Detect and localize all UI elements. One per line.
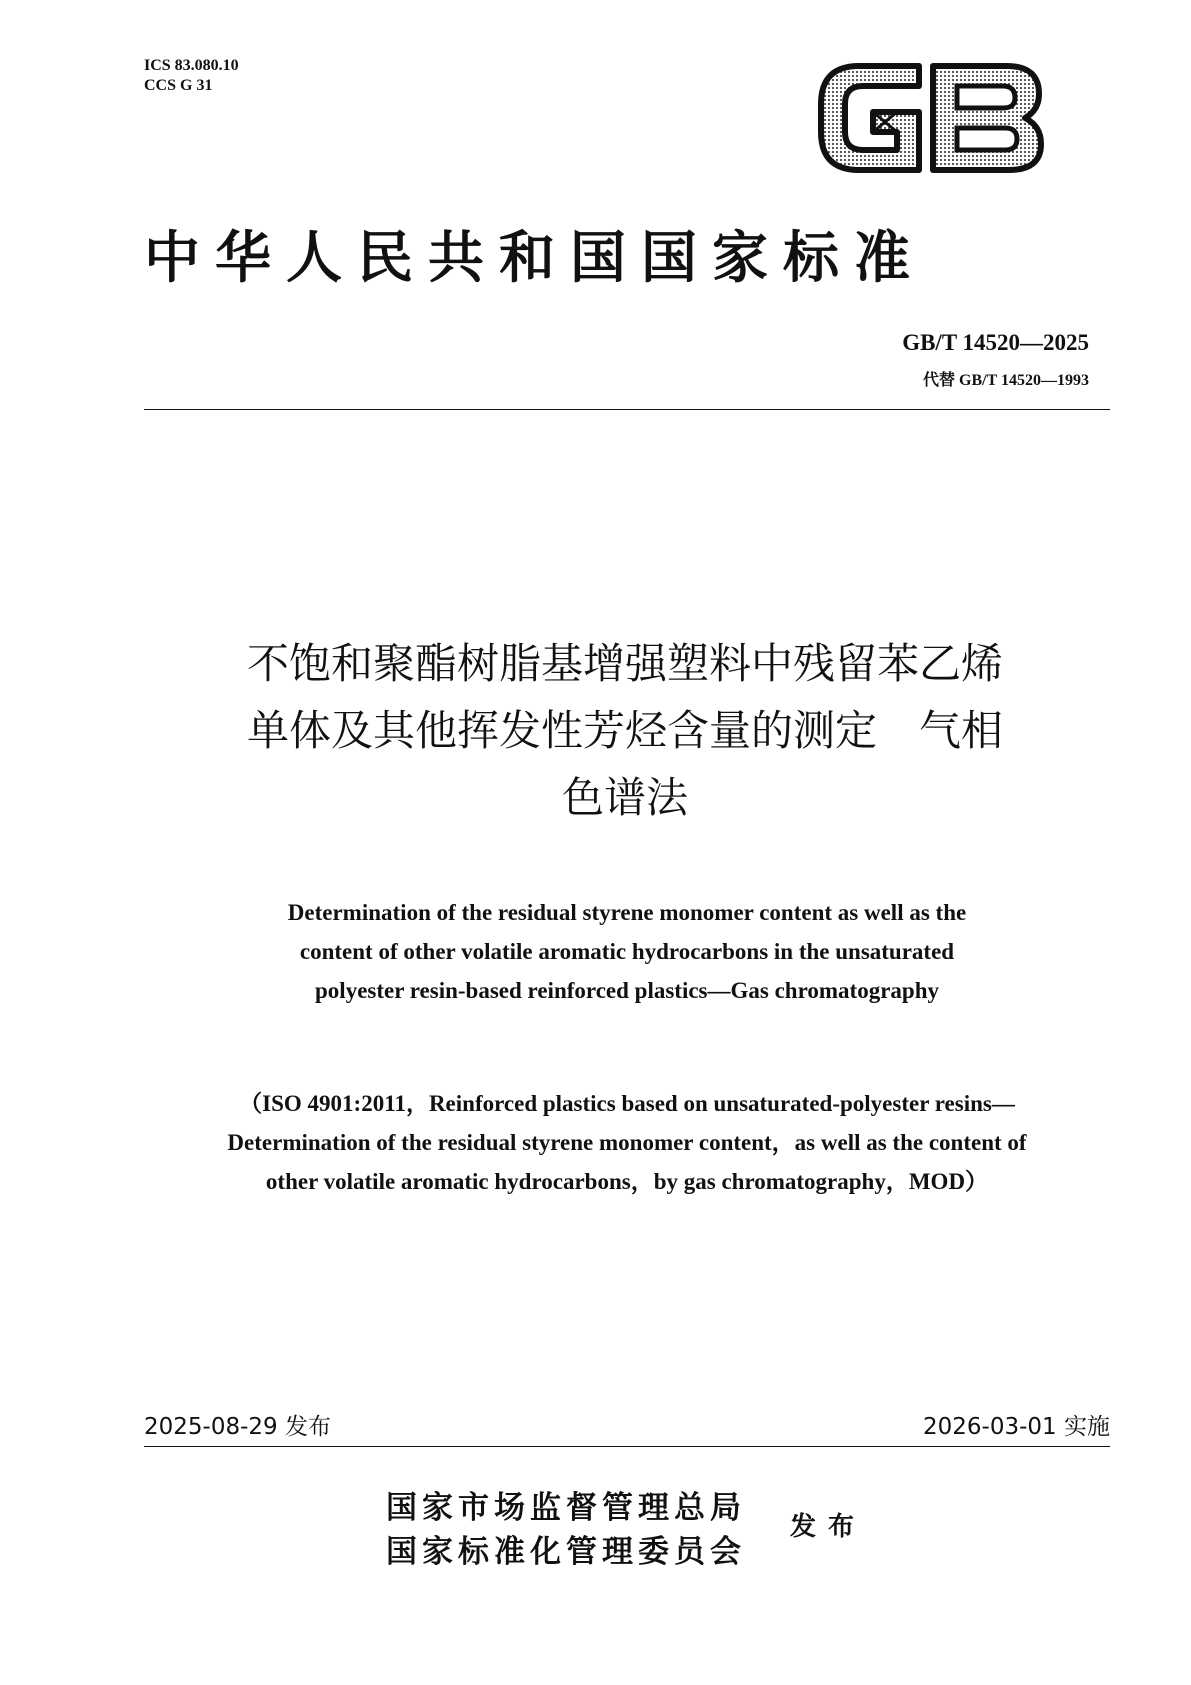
english-title <box>144 893 1110 1010</box>
ics-code: ICS 83.080.10 <box>144 57 239 74</box>
english-title-line: content of other volatile aromatic hydrocarbons in the unsaturated <box>299 939 955 964</box>
issue-date: 2025-08-29 发布 <box>144 1414 331 1440</box>
iso-reference-line: other volatile aromatic hydrocarbons，by gas chromatography，MOD） <box>265 1169 989 1194</box>
national-standard-title: 中华人民共和国国家标准 <box>144 225 925 291</box>
standard-number: GB/T 14520—2025 <box>902 330 1089 355</box>
issuing-authorities <box>386 1486 746 1574</box>
issue-label: 发布 <box>790 1512 867 1542</box>
chinese-title-line: 单体及其他挥发性芳烃含量的测定 气相 <box>246 706 1003 755</box>
iso-reference-line: Determination of the residual styrene monomer content，as well as the content of <box>227 1130 1027 1155</box>
replaces-standard: 代替 GB/T 14520—1993 <box>923 372 1089 389</box>
classification-codes <box>144 56 239 96</box>
chinese-title <box>120 630 1130 831</box>
gb-logo-text: GB <box>811 58 813 59</box>
english-title-line: polyester resin-based reinforced plastics—Gas chromatography <box>315 978 939 1003</box>
english-title-line: Determination of the residual styrene monomer content as well as the <box>287 900 967 925</box>
iso-reference-line: （ISO 4901:2011，Reinforced plastics based on unsaturated-polyester resins— <box>239 1091 1015 1116</box>
footer-divider <box>144 1446 1110 1447</box>
chinese-title-line: 色谱法 <box>561 773 688 822</box>
issuer-sac: 国家标准化管理委员会 <box>386 1534 746 1570</box>
issuer-samr: 国家市场监督管理总局 <box>386 1490 746 1526</box>
chinese-title-line: 不饱和聚酯树脂基增强塑料中残留苯乙烯 <box>246 639 1003 688</box>
header-divider <box>144 409 1110 410</box>
implementation-date: 2026-03-01 实施 <box>923 1414 1110 1440</box>
iso-reference <box>130 1084 1124 1201</box>
ccs-code: CCS G 31 <box>144 77 213 94</box>
gb-standard-logo-icon <box>811 58 1051 178</box>
